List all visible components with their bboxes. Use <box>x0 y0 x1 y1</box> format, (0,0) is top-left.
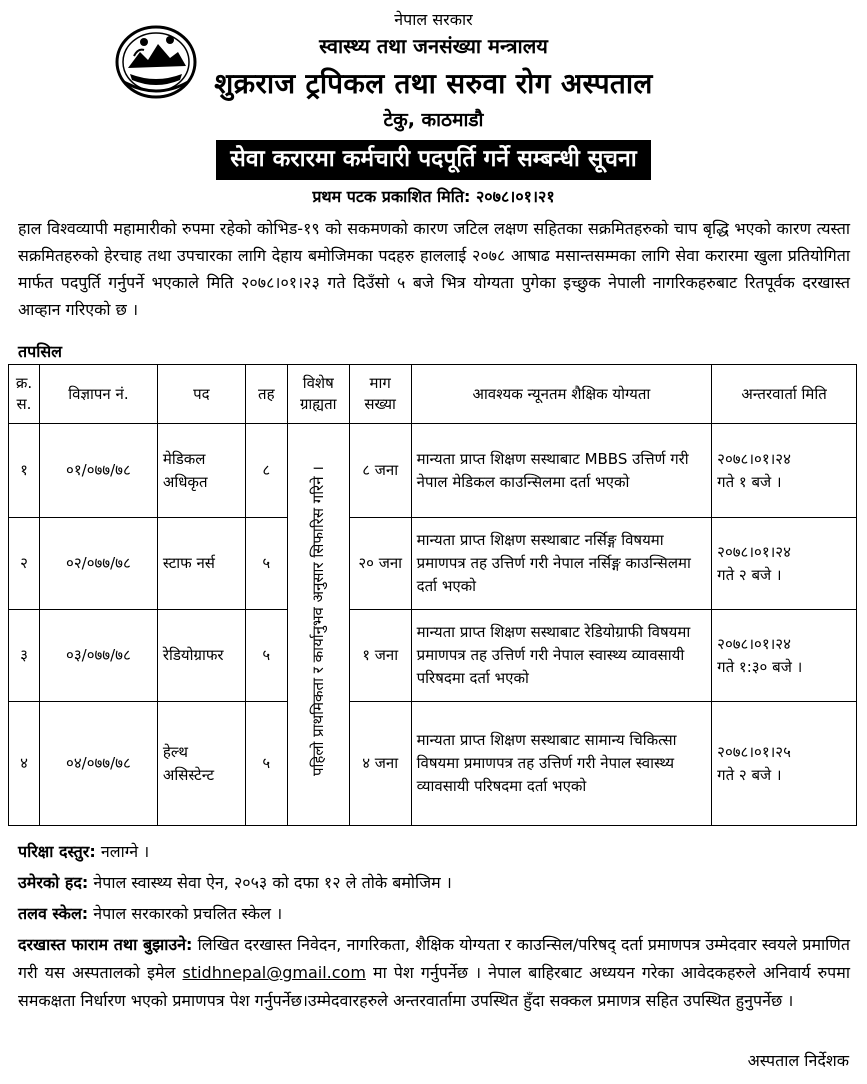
cell-post: मेडिकल अधिकृत <box>157 424 245 518</box>
hospital-location: टेकु, काठमाडौ <box>383 109 484 131</box>
cell-qualification: मान्यता प्राप्त शिक्षण सस्थाबाट नर्सिङ्ग विषयमा प्रमाणपत्र तह उत्तिर्ण गरी नेपाल नर्सिङ्ग काउन्सिलमा दर्ता भएको <box>411 518 711 610</box>
interview-date: २०७८।०१।२४ <box>717 449 791 468</box>
cell-demand: ८ जना <box>349 424 411 518</box>
cell-level: ५ <box>245 702 287 826</box>
cell-sn: २ <box>9 518 40 610</box>
cell-level: ८ <box>245 424 287 518</box>
interview-date: २०७८।०१।२४ <box>717 542 791 561</box>
header-demand: माग सख्या <box>349 365 411 424</box>
vacancy-table <box>8 364 857 826</box>
interview-date: २०७८।०१।२४ <box>717 634 791 653</box>
table-header-row <box>9 365 857 424</box>
table-row <box>9 610 857 702</box>
notice-header <box>0 0 867 134</box>
exam-fee-note <box>18 838 850 866</box>
cell-post: रेडियोग्राफर <box>157 610 245 702</box>
cell-post: स्टाफ नर्स <box>157 518 245 610</box>
cell-post: हेल्थ असिस्टेन्ट <box>157 702 245 826</box>
notice-notes <box>18 838 850 1018</box>
cell-qualification: मान्यता प्राप्त शिक्षण सस्थाबाट MBBS उत्तिर्ण गरी नेपाल मेडिकल काउन्सिलमा दर्ता भएको <box>411 424 711 518</box>
application-text-1: लिखित दरखास्त निवेदन, नागरिकता, शैक्षिक योग्यता र काउन्सिल/परिषद् दर्ता प्रमाणपत्र उम्मेदवार स्वयले प्रमाणित गरी यस अस्पतालको इमेल <box>18 935 850 982</box>
salary-scale-label: तलव स्केल: <box>18 904 89 923</box>
age-limit-label: उमेरको हद: <box>18 873 89 892</box>
cell-interview <box>712 610 857 702</box>
hospital-name: शुक्रराज ट्रपिकल तथा सरुवा रोग अस्पताल <box>214 67 653 100</box>
email-link[interactable]: stidhnepal@gmail.com <box>182 963 366 982</box>
interview-date: २०७८।०१।२५ <box>717 742 791 761</box>
intro-paragraph: हाल विश्वव्यापी महामारीको रुपमा रहेको कोभिड-१९ को सकमणको कारण जटिल लक्षण सहितका सक्रमितहरुको चाप बृद्धि भएको कारण त्यस्ता सक्रमितहरुको हेरचाह तथा उपचारका लागि देहाय बमोजिमका पदहरु हाललाई २०७८ आषाढ मसान्तसम्मका लागि सेवा करारमा खुला प्रतियोगिता मार्फत पदपुर्ति गर्नुपर्ने भएकाले मिति २०७८।०१।२३ गते दिउँसो ५ बजे भित्र योग्यता पुगेका इच्छुक नेपाली नागरिकहरुबाट रितपूर्वक दरखास्त आव्हान गरिएको छ । <box>18 219 850 319</box>
cell-ad-no: ०२/०७७/७८ <box>39 518 157 610</box>
cell-demand: ४ जना <box>349 702 411 826</box>
notice-banner-wrap <box>0 140 867 180</box>
cell-ad-no: ०३/०७७/७८ <box>39 610 157 702</box>
table-row <box>9 518 857 610</box>
header-level: तह <box>245 365 287 424</box>
header-special: विशेष ग्राह्यता <box>287 365 349 424</box>
cell-interview <box>712 518 857 610</box>
government-name: नेपाल सरकार <box>394 10 473 29</box>
details-label: तपसिल <box>18 342 63 361</box>
interview-time: गते १:३० बजे । <box>717 657 803 676</box>
cell-demand: १ जना <box>349 610 411 702</box>
age-limit-note <box>18 869 850 897</box>
cell-sn: १ <box>9 424 40 518</box>
salary-scale-note <box>18 900 850 928</box>
header-qualification: आवश्यक न्यूनतम शैक्षिक योग्यता <box>411 365 711 424</box>
special-priority-text: पहिलो प्राथमिकता र कार्यानुभव अनुसार सिफारिस गरिने । <box>309 465 328 776</box>
cell-ad-no: ०१/०७७/७८ <box>39 424 157 518</box>
publish-date: प्रथम पटक प्रकाशित मिति: २०७८।०१।२१ <box>312 187 555 206</box>
cell-level: ५ <box>245 610 287 702</box>
application-note <box>18 931 850 1015</box>
application-text-2: मा पेश गर्नुपर्नेछ । नेपाल बाहिरबाट अध्ययन गरेका आवेदकहरुले अनिवार्य रुपमा समकक्षता निर्धारण भएको प्रमाणपत्र पेश गर्नुपर्नेछ।उम्मेदवारहरुले अन्तरवार्तामा उपस्थित हुँदा सक्कल प्रमाणत्र सहित उपस्थित हुनुपर्नेछ । <box>18 963 850 1010</box>
cell-level: ५ <box>245 518 287 610</box>
cell-qualification: मान्यता प्राप्त शिक्षण सस्थाबाट रेडियोग्राफी विषयमा प्रमाणपत्र तह उत्तिर्ण गरी नेपाल स्वास्थ्य व्यावसायी परिषदमा दर्ता भएको <box>411 610 711 702</box>
application-label: दरखास्त फाराम तथा बुझाउने: <box>18 935 193 954</box>
cell-demand: २० जना <box>349 518 411 610</box>
exam-fee-value: नलाग्ने । <box>95 842 150 861</box>
salary-scale-value: नेपाल सरकारको प्रचलित स्केल । <box>88 904 283 923</box>
table-row <box>9 702 857 826</box>
age-limit-value: नेपाल स्वास्थ्य सेवा ऐन, २०५३ को दफा १२ ले तोके बमोजिम । <box>88 873 452 892</box>
cell-interview <box>712 424 857 518</box>
cell-ad-no: ०४/०७७/७८ <box>39 702 157 826</box>
cell-interview <box>712 702 857 826</box>
cell-special-priority <box>287 424 349 826</box>
header-post: पद <box>157 365 245 424</box>
cell-qualification: मान्यता प्राप्त शिक्षण सस्थाबाट सामान्य चिकित्सा विषयमा प्रमाणपत्र तह उत्तिर्ण गरी नेपाल स्वास्थ्य व्यावसायी परिषदमा दर्ता भएको <box>411 702 711 826</box>
interview-time: गते २ बजे । <box>717 765 782 784</box>
cell-sn: ३ <box>9 610 40 702</box>
notice-title-banner: सेवा करारमा कर्मचारी पदपूर्ति गर्ने सम्बन्धी सूचना <box>216 140 650 180</box>
interview-time: गते २ बजे । <box>717 565 782 584</box>
header-sn: क्र. स. <box>9 365 40 424</box>
ministry-name: स्वास्थ्य तथा जनसंख्या मन्त्रालय <box>319 34 548 58</box>
header-ad-no: विज्ञापन नं. <box>39 365 157 424</box>
exam-fee-label: परिक्षा दस्तुर: <box>18 842 96 861</box>
table-row <box>9 424 857 518</box>
interview-time: गते १ बजे । <box>717 472 782 491</box>
cell-sn: ४ <box>9 702 40 826</box>
header-interview: अन्तरवार्ता मिति <box>712 365 857 424</box>
signature-director: अस्पताल निर्देशक <box>747 1051 849 1070</box>
